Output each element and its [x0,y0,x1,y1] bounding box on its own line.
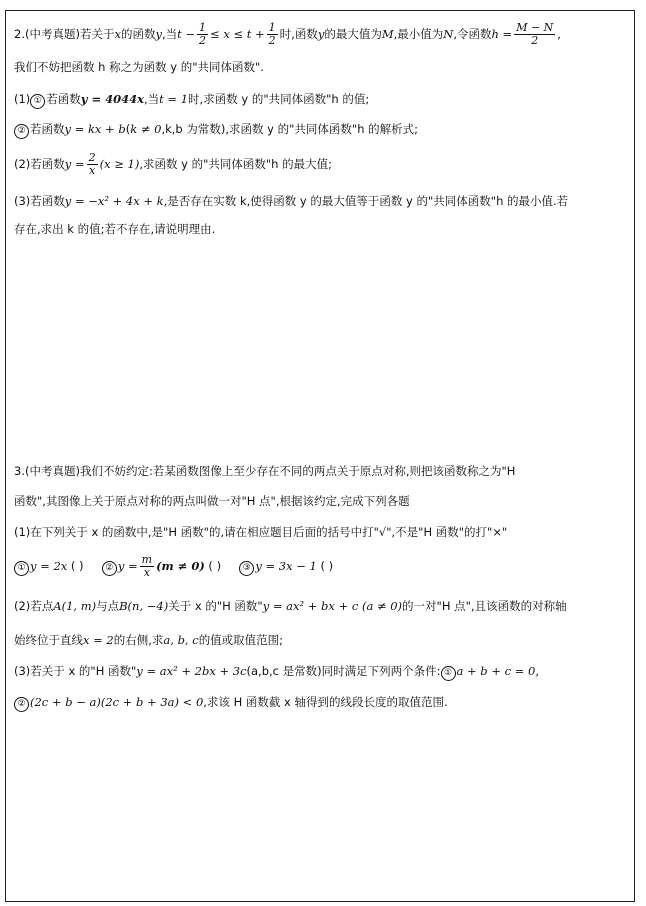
q3-text: 的一对"H 点",且该函数的对称轴 [402,599,567,613]
q3-intro-line1: 3.(中考真题)我们不妨约定:若某函数图像上至少存在不同的两点关于原点对称,则把该函数称之为"H [14,464,516,478]
condition: (2c + b − a)(2c + b + 3a) < 0 [30,695,204,709]
fraction-numerator: M − N [516,21,554,34]
variables: a, b, c [163,633,199,647]
circled-number: ① [14,561,29,576]
circled-number: ② [102,561,117,576]
q3-fraction-mx [140,554,154,579]
q2-var-y: y [317,27,325,41]
q2-intro-line [14,22,638,47]
option-equation: y = [117,559,138,573]
q2-definition-line: 我们不妨把函数 h 称之为函数 y 的"共同体函数". [14,60,264,74]
q2-text: 2.(中考真题)若关于 [14,27,115,41]
q3-text: 的值或取值范围; [198,633,284,647]
part-label: (1) [14,92,31,106]
q2-part3-line1 [14,192,638,210]
answer-blank[interactable]: ( ) [70,559,84,573]
q3-part1-options [14,552,638,580]
q2-var-x: x [114,27,121,41]
q2-text: (3)若函数 [14,194,65,208]
q3-part1: (1)在下列关于 x 的函数中,是"H 函数"的,请在相应题目后面的括号中打"√",不是"H 函数"的打"×" [14,525,508,539]
q3-part3-line1 [14,662,638,681]
q2-text: 的最大值为 [324,27,382,41]
option-equation: y = 2x [30,559,68,573]
q2-text: 时,函数 [279,27,318,41]
q2-text: ( [125,122,131,136]
fraction-denominator: 2 [268,34,276,47]
equation: y = ax² + bx + c (a ≠ 0) [262,599,403,613]
q3-text: (2)若点 [14,599,54,613]
equation: y = 4044x [80,92,144,106]
q2-var-y: y [155,27,162,41]
fraction-denominator: 2 [199,34,207,47]
q3-text: 与点 [96,599,120,613]
q2-text: ,最小值为 [393,27,444,41]
condition: (m ≠ 0) [156,559,205,573]
q2-fraction-half [197,22,208,47]
equation: y = kx + b [64,122,126,136]
q2-text: ,是否存在实数 k,使得函数 y 的最大值等于函数 y 的"共同体函数"h 的最小值.若 [163,194,569,208]
q2-part2 [14,150,638,178]
q3-text: 始终位于直线 [14,633,83,647]
answer-blank[interactable]: ( ) [208,559,222,573]
q3-part2-line2 [14,631,638,649]
circled-number: ② [14,124,29,139]
fraction-numerator: 1 [268,21,276,34]
point-b: B(n, −4) [119,599,169,613]
q2-part1-2 [14,120,638,139]
q2-fraction-half [267,22,278,47]
circled-number: ① [30,94,45,109]
q2-text: ,令函数 [453,27,492,41]
q2-text: ,求函数 y 的"共同体函数"h 的最大值; [139,157,332,171]
circled-number: ① [441,666,456,681]
equation: t = 1 [159,92,189,106]
q3-text: (a,b,c 是常数)同时满足下列两个条件: [246,664,441,678]
q2-text: 的函数 [120,27,156,41]
q2-inequality: ≤ x ≤ t + [210,27,265,41]
q2-text: ,当 [161,27,178,41]
q2-var-n: N [443,27,454,41]
equation: k ≠ 0 [130,122,162,136]
q2-fraction-mn [514,22,555,47]
q2-part3-line2: 存在,求出 k 的值;若不存在,请说明理由. [14,222,216,236]
q3-text: , [535,664,539,678]
point-a: A(1, m) [53,599,97,613]
q2-text: 时,求函数 y 的"共同体函数"h 的值; [188,92,370,106]
circled-number: ② [14,697,29,712]
q2-text: ,k,b 为常数),求函数 y 的"共同体函数"h 的解析式; [161,122,419,136]
equation: y = [64,157,85,171]
option-equation: y = 3x − 1 [255,559,317,573]
fraction-denominator: 2 [531,34,539,47]
condition: (x ≥ 1) [99,157,140,171]
q2-var-m: M [381,27,394,41]
q3-text: 的右侧,求 [113,633,164,647]
q2-text: 若函数 [30,122,65,136]
circled-number: ③ [239,561,254,576]
q3-text: ,求该 H 函数截 x 轴得到的线段长度的取值范围. [203,695,448,709]
q3-part3-line2 [14,693,638,712]
q2-text: , [557,27,561,41]
q3-text: 关于 x 的"H 函数" [168,599,263,613]
fraction-denominator: x [88,164,96,177]
answer-blank[interactable]: ( ) [320,559,334,573]
q3-intro-line2: 函数",其图像上关于原点对称的两点叫做一对"H 点",根据该约定,完成下列各题 [14,494,410,508]
equation: y = −x² + 4x + k [64,194,164,208]
condition: a + b + c = 0 [456,664,536,678]
q2-inequality: t − [177,27,196,41]
fraction-denominator: x [143,566,150,579]
q2-text: (2)若函数 [14,157,65,171]
q2-part1-1 [14,90,638,109]
q2-h-equation: h = [491,27,513,41]
equation: y = ax² + 2bx + 3c [136,664,247,678]
q2-fraction-2x [87,152,98,177]
q3-text: (3)若关于 x 的"H 函数" [14,664,137,678]
q2-text: 若函数 [46,92,81,106]
fraction-numerator: m [141,553,153,566]
q3-part2-line1 [14,597,638,615]
q2-text: ,当 [144,92,160,106]
worksheet-frame [5,10,635,902]
fraction-numerator: 1 [199,21,207,34]
equation: x = 2 [83,633,114,647]
fraction-numerator: 2 [88,151,96,164]
